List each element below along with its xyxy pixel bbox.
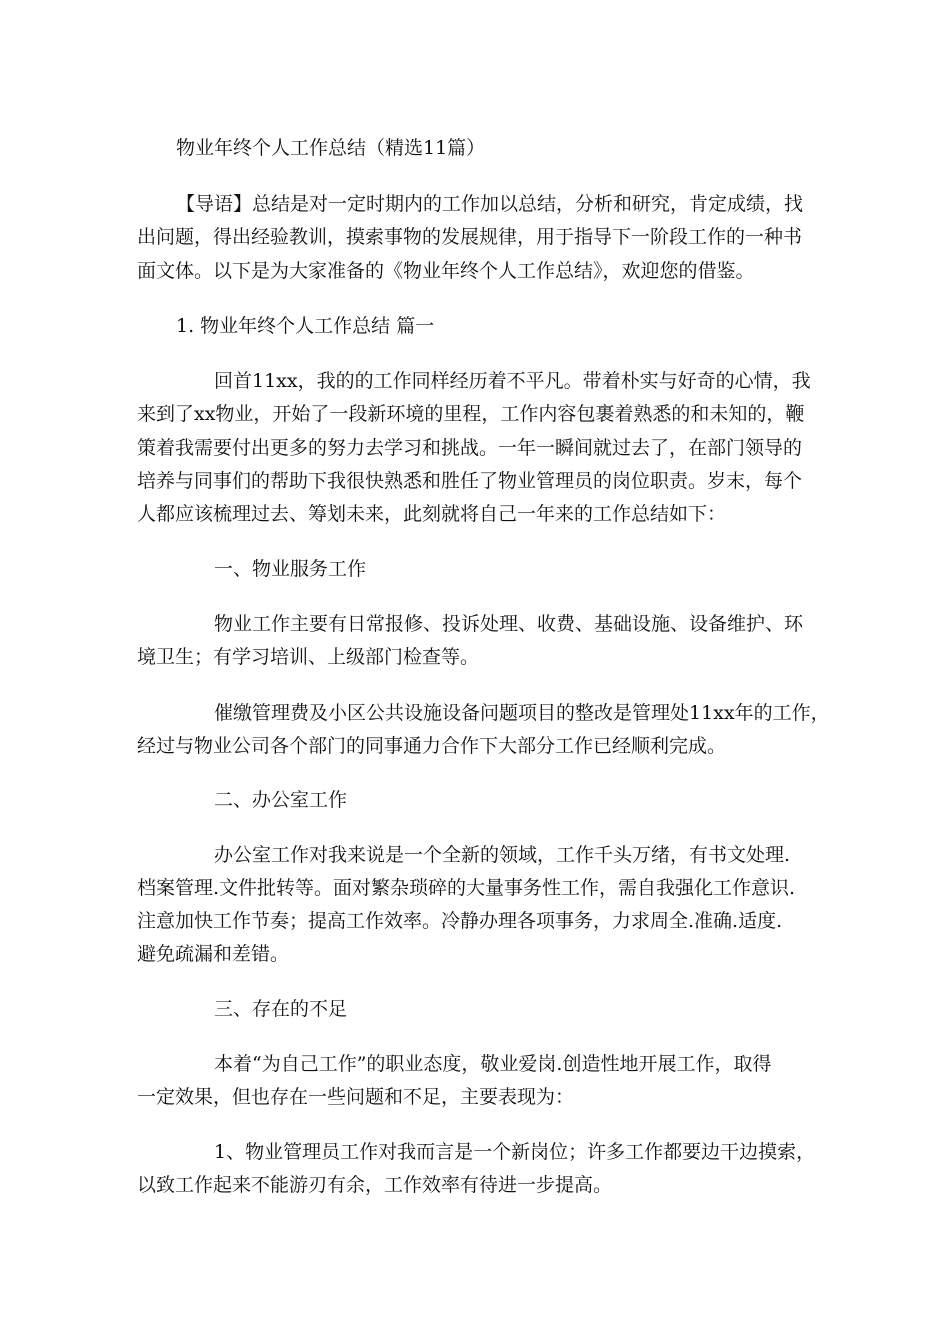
p2-line-2: 境卫生；有学习培训、上级部门检查等。: [137, 646, 480, 668]
p1-line-1: 回首11xx，我的的工作同样经历着不平凡。带着朴实与好奇的心情，我: [214, 370, 811, 392]
intro-line-2: 出问题，得出经验教训，摸索事物的发展规律，用于指导下一阶段工作的一种书: [137, 226, 803, 248]
section-title: 1. 物业年终个人工作总结 篇一: [176, 315, 435, 337]
p6-line-2: 以致工作起来不能游刃有余，工作效率有待进一步提高。: [137, 1174, 613, 1196]
intro-line-3: 面文体。以下是为大家准备的《物业年终个人工作总结》，欢迎您的借鉴。: [137, 260, 755, 282]
p3-line-2: 经过与物业公司各个部门的同事通力合作下大部分工作已经顺利完成。: [137, 735, 727, 757]
p5-line-2: 一定效果，但也存在一些问题和不足，主要表现为：: [137, 1086, 575, 1108]
intro-line-1: 【导语】总结是对一定时期内的工作加以总结，分析和研究，肯定成绩，找: [176, 193, 804, 215]
p6-line-1: 1、物业管理员工作对我而言是一个新岗位；许多工作都要边干边摸索，: [214, 1141, 816, 1163]
p1-line-3: 策着我需要付出更多的努力去学习和挑战。一年一瞬间就过去了，在部门领导的: [137, 437, 803, 459]
p5-line-1: 本着“为自己工作”的职业态度，敬业爱岗.创造性地开展工作，取得: [214, 1053, 772, 1075]
p2-line-1: 物业工作主要有日常报修、投诉处理、收费、基础设施、设备维护、环: [214, 613, 804, 635]
p4-line-4: 避免疏漏和差错。: [137, 943, 290, 965]
document-title: 物业年终个人工作总结（精选11篇）: [176, 137, 486, 159]
heading-3: 三、存在的不足: [214, 998, 348, 1020]
p4-line-2: 档案管理.文件批转等。面对繁杂琐碎的大量事务性工作，需自我强化工作意识.: [137, 877, 796, 899]
p4-line-3: 注意加快工作节奏；提高工作效率。冷静办理各项事务，力求周全.准确.适度.: [137, 910, 783, 932]
p4-line-1: 办公室工作对我来说是一个全新的领域，工作千头万绪，有书文处理.: [214, 844, 791, 866]
p1-line-2: 来到了xx物业，开始了一段新环境的里程，工作内容包裹着熟悉的和未知的，鞭: [137, 403, 805, 425]
heading-2: 二、办公室工作: [214, 789, 348, 811]
p1-line-5: 人都应该梳理过去、筹划未来，此刻就将自己一年来的工作总结如下：: [137, 503, 727, 525]
heading-1: 一、物业服务工作: [214, 558, 367, 580]
p1-line-4: 培养与同事们的帮助下我很快熟悉和胜任了物业管理员的岗位职责。岁末，每个: [137, 470, 803, 492]
p3-line-1: 催缴管理费及小区公共设施设备问题项目的整改是管理处11xx年的工作，: [214, 702, 830, 724]
